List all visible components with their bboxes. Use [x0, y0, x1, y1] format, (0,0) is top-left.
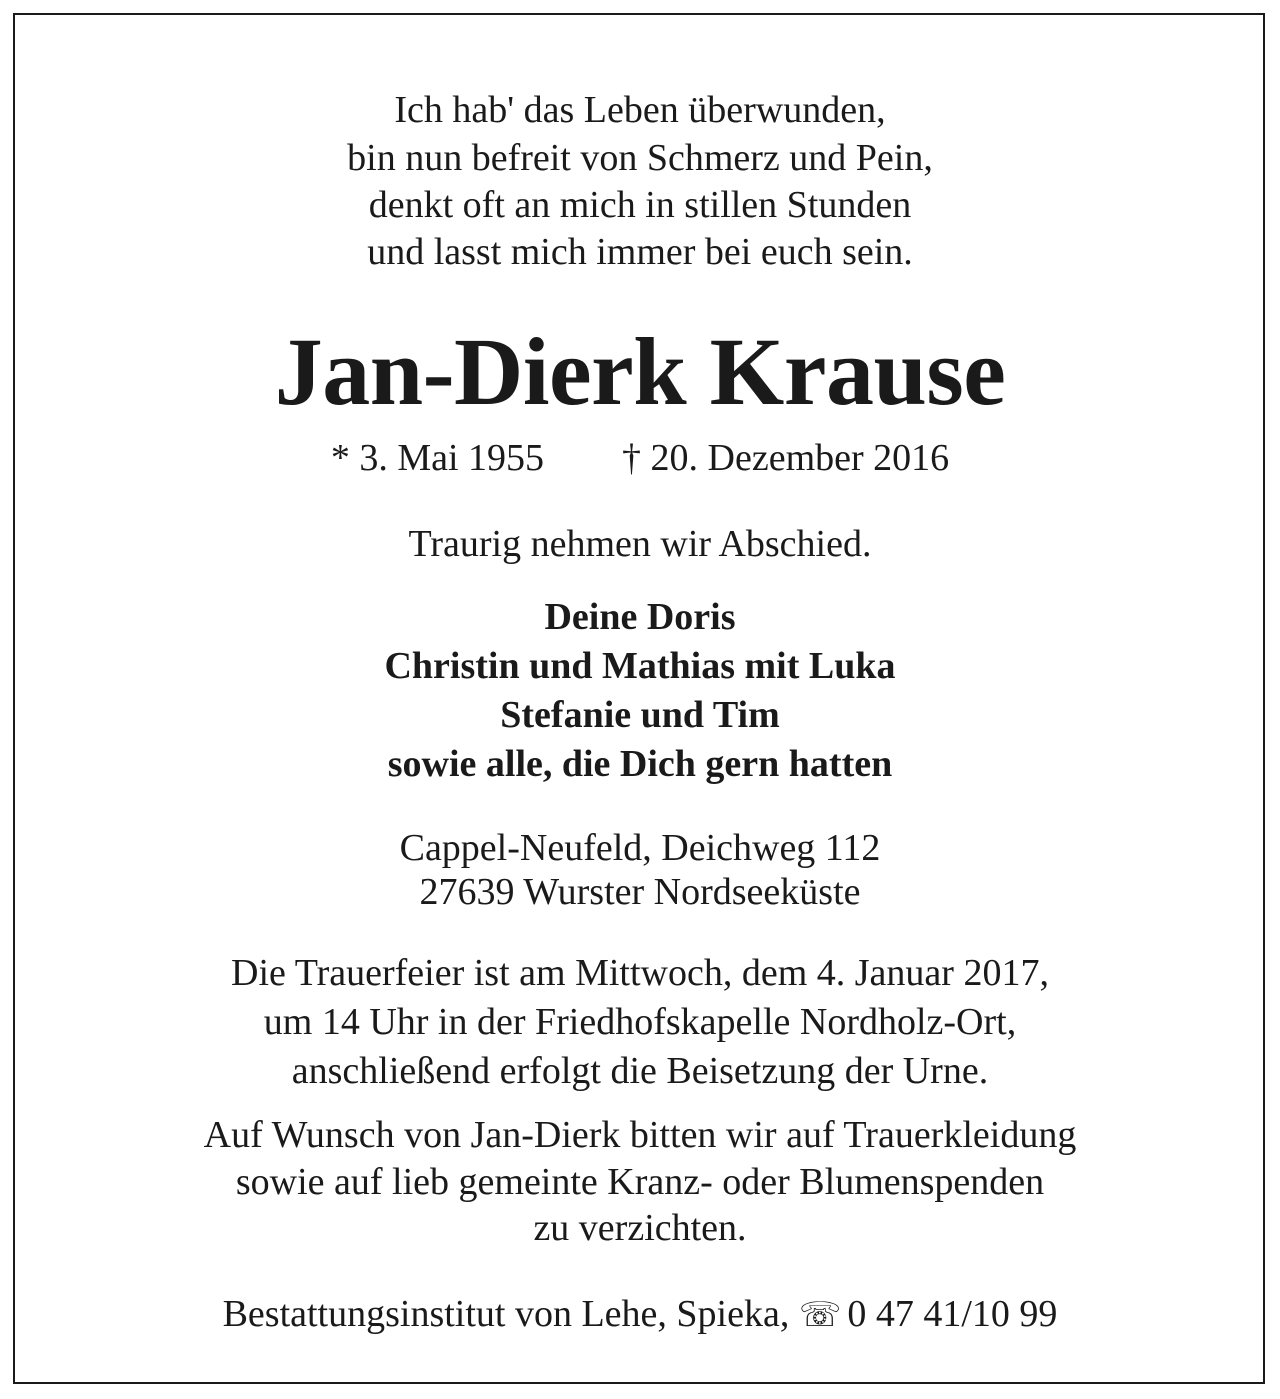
birth-date: * 3. Mai 1955 — [330, 437, 545, 479]
wish-line-3: zu verzichten. — [533, 1207, 747, 1249]
phone-icon: ☏ — [798, 1295, 842, 1335]
verse-line-4: und lasst mich immer bei euch sein. — [367, 231, 913, 273]
mourner-line-4: sowie alle, die Dich gern hatten — [387, 743, 893, 785]
verse-line-1: Ich hab' das Leben überwunden, — [394, 89, 886, 131]
undertaker-phone: 0 47 41/10 99 — [847, 1293, 1058, 1335]
ceremony-line-2: um 14 Uhr in der Friedhofskapelle Nordholz-Ort, — [263, 1001, 1017, 1043]
mourner-line-3: Stefanie und Tim — [500, 694, 780, 736]
ceremony-line-1: Die Trauerfeier ist am Mittwoch, dem 4. Januar 2017, — [231, 952, 1049, 994]
wish-line-1: Auf Wunsch von Jan-Dierk bitten wir auf Trauerkleidung — [203, 1114, 1077, 1156]
verse-line-3: denkt oft an mich in stillen Stunden — [368, 184, 912, 226]
mourner-line-1: Deine Doris — [544, 596, 736, 638]
address-line-1: Cappel-Neufeld, Deichweg 112 — [399, 827, 881, 869]
verse-line-2: bin nun befreit von Schmerz und Pein, — [347, 137, 933, 179]
wish-line-2: sowie auf lieb gemeinte Kranz- oder Blumenspenden — [235, 1161, 1045, 1203]
address-line-2: 27639 Wurster Nordseeküste — [419, 871, 861, 913]
farewell-text: Traurig nehmen wir Abschied. — [408, 523, 872, 565]
death-date: † 20. Dezember 2016 — [622, 437, 950, 479]
undertaker-name: Bestattungsinstitut von Lehe, Spieka, — [222, 1293, 790, 1335]
undertaker-line — [0, 1292, 1280, 1336]
life-dates — [0, 436, 1280, 480]
mourner-line-2: Christin und Mathias mit Luka — [384, 645, 896, 687]
ceremony-line-3: anschließend erfolgt die Beisetzung der Urne. — [291, 1050, 989, 1092]
deceased-name: Jan-Dierk Krause — [274, 318, 1006, 425]
